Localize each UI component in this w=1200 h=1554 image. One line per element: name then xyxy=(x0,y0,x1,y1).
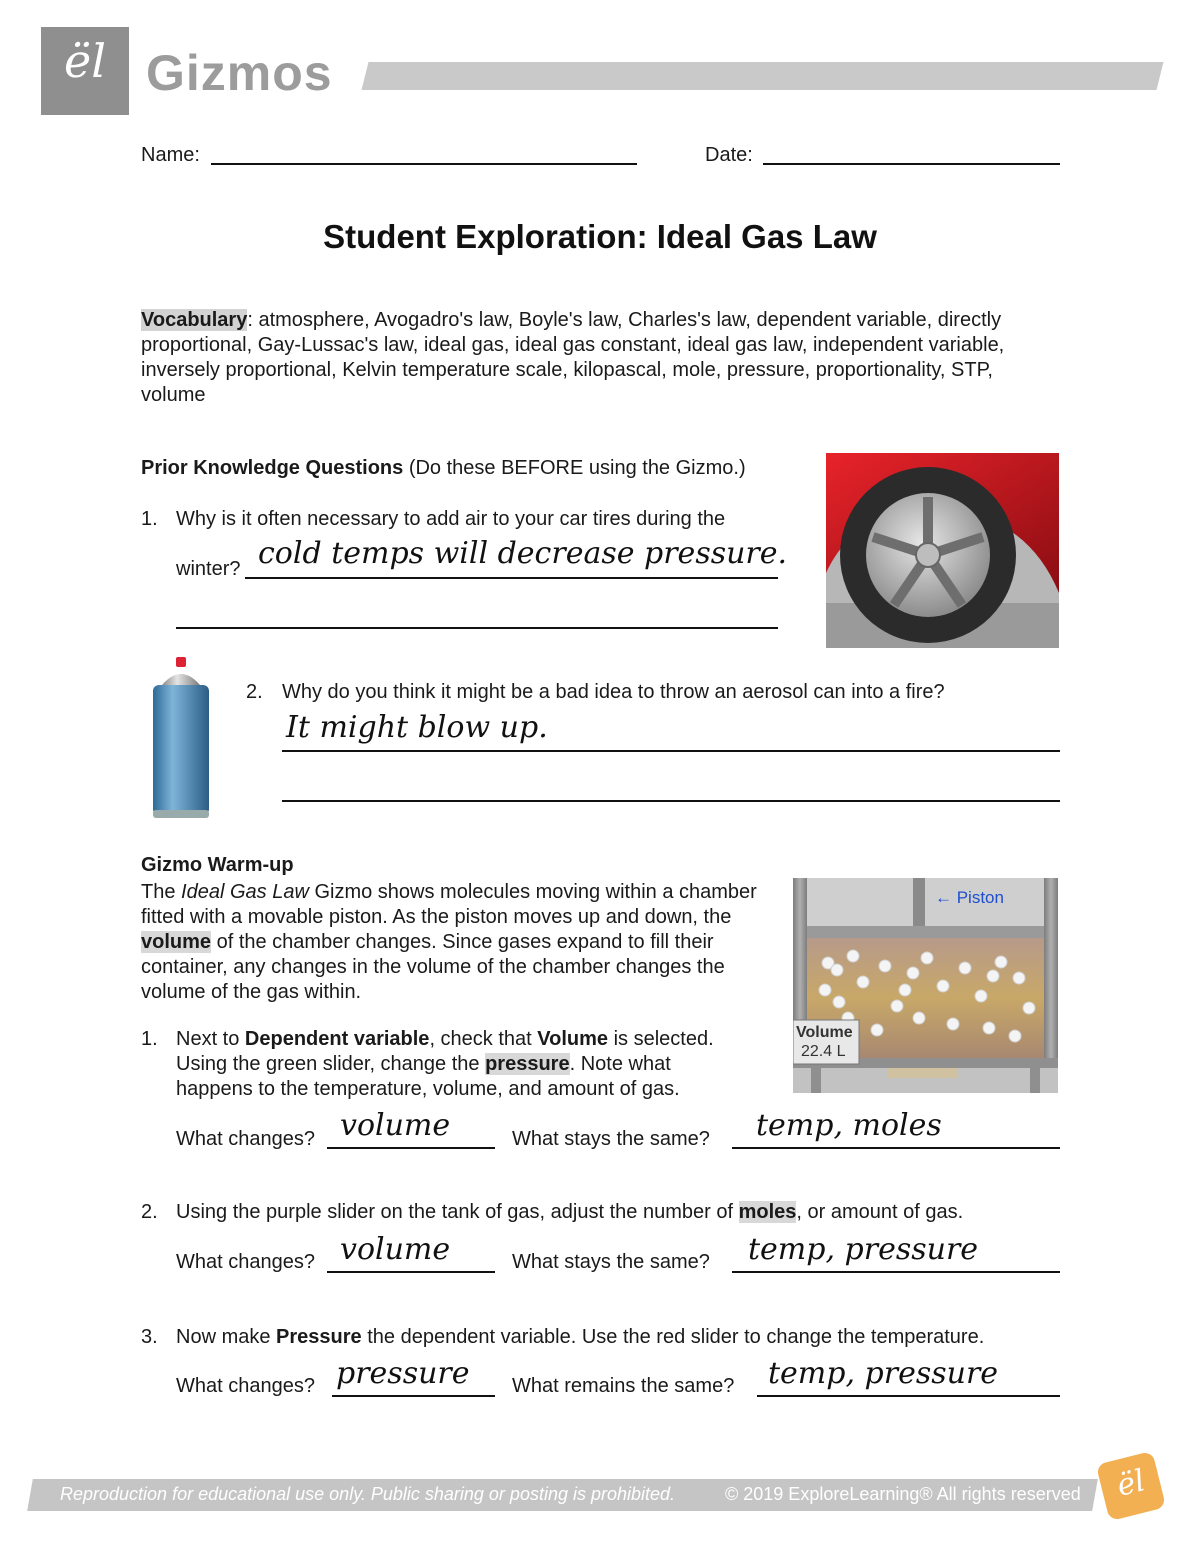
prior-knowledge-heading xyxy=(141,456,746,481)
date-field[interactable] xyxy=(763,163,1060,165)
prior-q2-answer-line-2[interactable] xyxy=(282,800,1060,802)
warmup-q2-same-field[interactable] xyxy=(732,1271,1060,1273)
warmup-q1-line3: happens to the temperature, volume, and amount of gas. xyxy=(176,1078,680,1100)
warmup-q2-changes-field[interactable] xyxy=(327,1271,495,1273)
prior-q2-answer-line[interactable] xyxy=(282,750,1060,752)
prior-note: (Do these BEFORE using the Gizmo.) xyxy=(408,457,746,479)
warmup-q1-changes-label: What changes? xyxy=(176,1128,315,1150)
warmup-q1-line1: Next to Dependent variable, check that Volume is selected. xyxy=(176,1028,714,1050)
warmup-q2-number: 2. xyxy=(141,1201,158,1223)
warmup-q1-same-label: What stays the same? xyxy=(512,1128,710,1150)
warmup-q1-changes-field[interactable] xyxy=(327,1147,495,1149)
warmup-q2-same-label: What stays the same? xyxy=(512,1251,710,1273)
warmup-q1-number: 1. xyxy=(141,1028,158,1050)
piston-chamber-image xyxy=(793,878,1058,1093)
vocabulary-label: Vocabulary xyxy=(141,309,248,331)
vocabulary-section xyxy=(141,308,1041,408)
name-label: Name: xyxy=(141,144,200,166)
prior-q1-text-2: winter? xyxy=(176,558,241,580)
footer-copyright: © 2019 ExploreLearning® All rights reserved xyxy=(725,1484,1081,1504)
warmup-q3-same-label: What remains the same? xyxy=(512,1375,735,1397)
brand-title: Gizmos xyxy=(146,45,333,101)
prior-q1-answer: cold temps will decrease pressure. xyxy=(258,536,788,571)
prior-q2-number: 2. xyxy=(246,681,263,703)
warmup-q2-same-answer: temp, pressure xyxy=(748,1232,979,1267)
warmup-q3-changes-label: What changes? xyxy=(176,1375,315,1397)
aerosol-can-image xyxy=(150,655,212,821)
warmup-q2-text: Using the purple slider on the tank of gas, adjust the number of moles, or amount of gas. xyxy=(176,1201,964,1223)
date-label: Date: xyxy=(705,144,753,166)
warmup-q1-line2: Using the green slider, change the pressure. Note what xyxy=(176,1053,671,1075)
warmup-q3-changes-field[interactable] xyxy=(332,1395,495,1397)
explorelearning-logo: ël xyxy=(64,34,106,88)
warmup-q3-same-field[interactable] xyxy=(757,1395,1060,1397)
prior-q2-text: Why do you think it might be a bad idea to throw an aerosol can into a fire? xyxy=(282,681,945,703)
corner-logo-glyph: ël xyxy=(1113,1463,1149,1504)
warmup-q1-same-answer: temp, moles xyxy=(756,1108,942,1143)
warmup-heading: Gizmo Warm-up xyxy=(141,854,294,876)
warmup-q2-changes-answer: volume xyxy=(340,1232,451,1267)
vocabulary-text: : atmosphere, Avogadro's law, Boyle's law, Charles's law, dependent variable, directly proportional, Gay-Lussac's law, ideal gas, ideal gas constant, ideal gas law, independent variable, inversely proportional, Kelvin temperature scale, kilopascal, mole, pressure, proportionality, STP, volume xyxy=(141,309,1005,406)
warmup-q3-number: 3. xyxy=(141,1326,158,1348)
piston-label: ← Piston xyxy=(935,888,1004,907)
warmup-q3-same-answer: temp, pressure xyxy=(768,1356,999,1391)
warmup-q1-changes-answer: volume xyxy=(340,1108,451,1143)
car-tire-image xyxy=(826,453,1059,648)
prior-q2-answer: It might blow up. xyxy=(286,710,548,745)
warmup-q2-changes-label: What changes? xyxy=(176,1251,315,1273)
warmup-q3-changes-answer: pressure xyxy=(336,1356,470,1391)
header-bar xyxy=(362,62,1164,90)
prior-heading-text: Prior Knowledge Questions xyxy=(141,457,404,479)
piston-head xyxy=(807,926,1044,938)
page-title: Student Exploration: Ideal Gas Law xyxy=(323,218,877,255)
prior-q1-answer-line[interactable] xyxy=(245,577,778,579)
volume-readout-value: 22.4 L xyxy=(801,1043,846,1060)
prior-q1-text: Why is it often necessary to add air to your car tires during the xyxy=(176,508,726,530)
warmup-q1-same-field[interactable] xyxy=(732,1147,1060,1149)
warmup-paragraph: The Ideal Gas Law Gizmo shows molecules moving within a chamber fitted with a movable piston. As the piston moves up and down, the volume of the chamber changes. Since gases expand to fill their container, any changes in the volume of the chamber changes the volume of the gas within. xyxy=(141,881,757,1003)
prior-q1-answer-line-2[interactable] xyxy=(176,627,778,629)
name-field[interactable] xyxy=(211,163,637,165)
warmup-q3-text: Now make Pressure the dependent variable. Use the red slider to change the temperature. xyxy=(176,1326,985,1348)
volume-readout-label: Volume xyxy=(796,1024,853,1041)
footer-disclaimer: Reproduction for educational use only. Public sharing or posting is prohibited. xyxy=(60,1484,676,1504)
prior-q1-number: 1. xyxy=(141,508,158,530)
